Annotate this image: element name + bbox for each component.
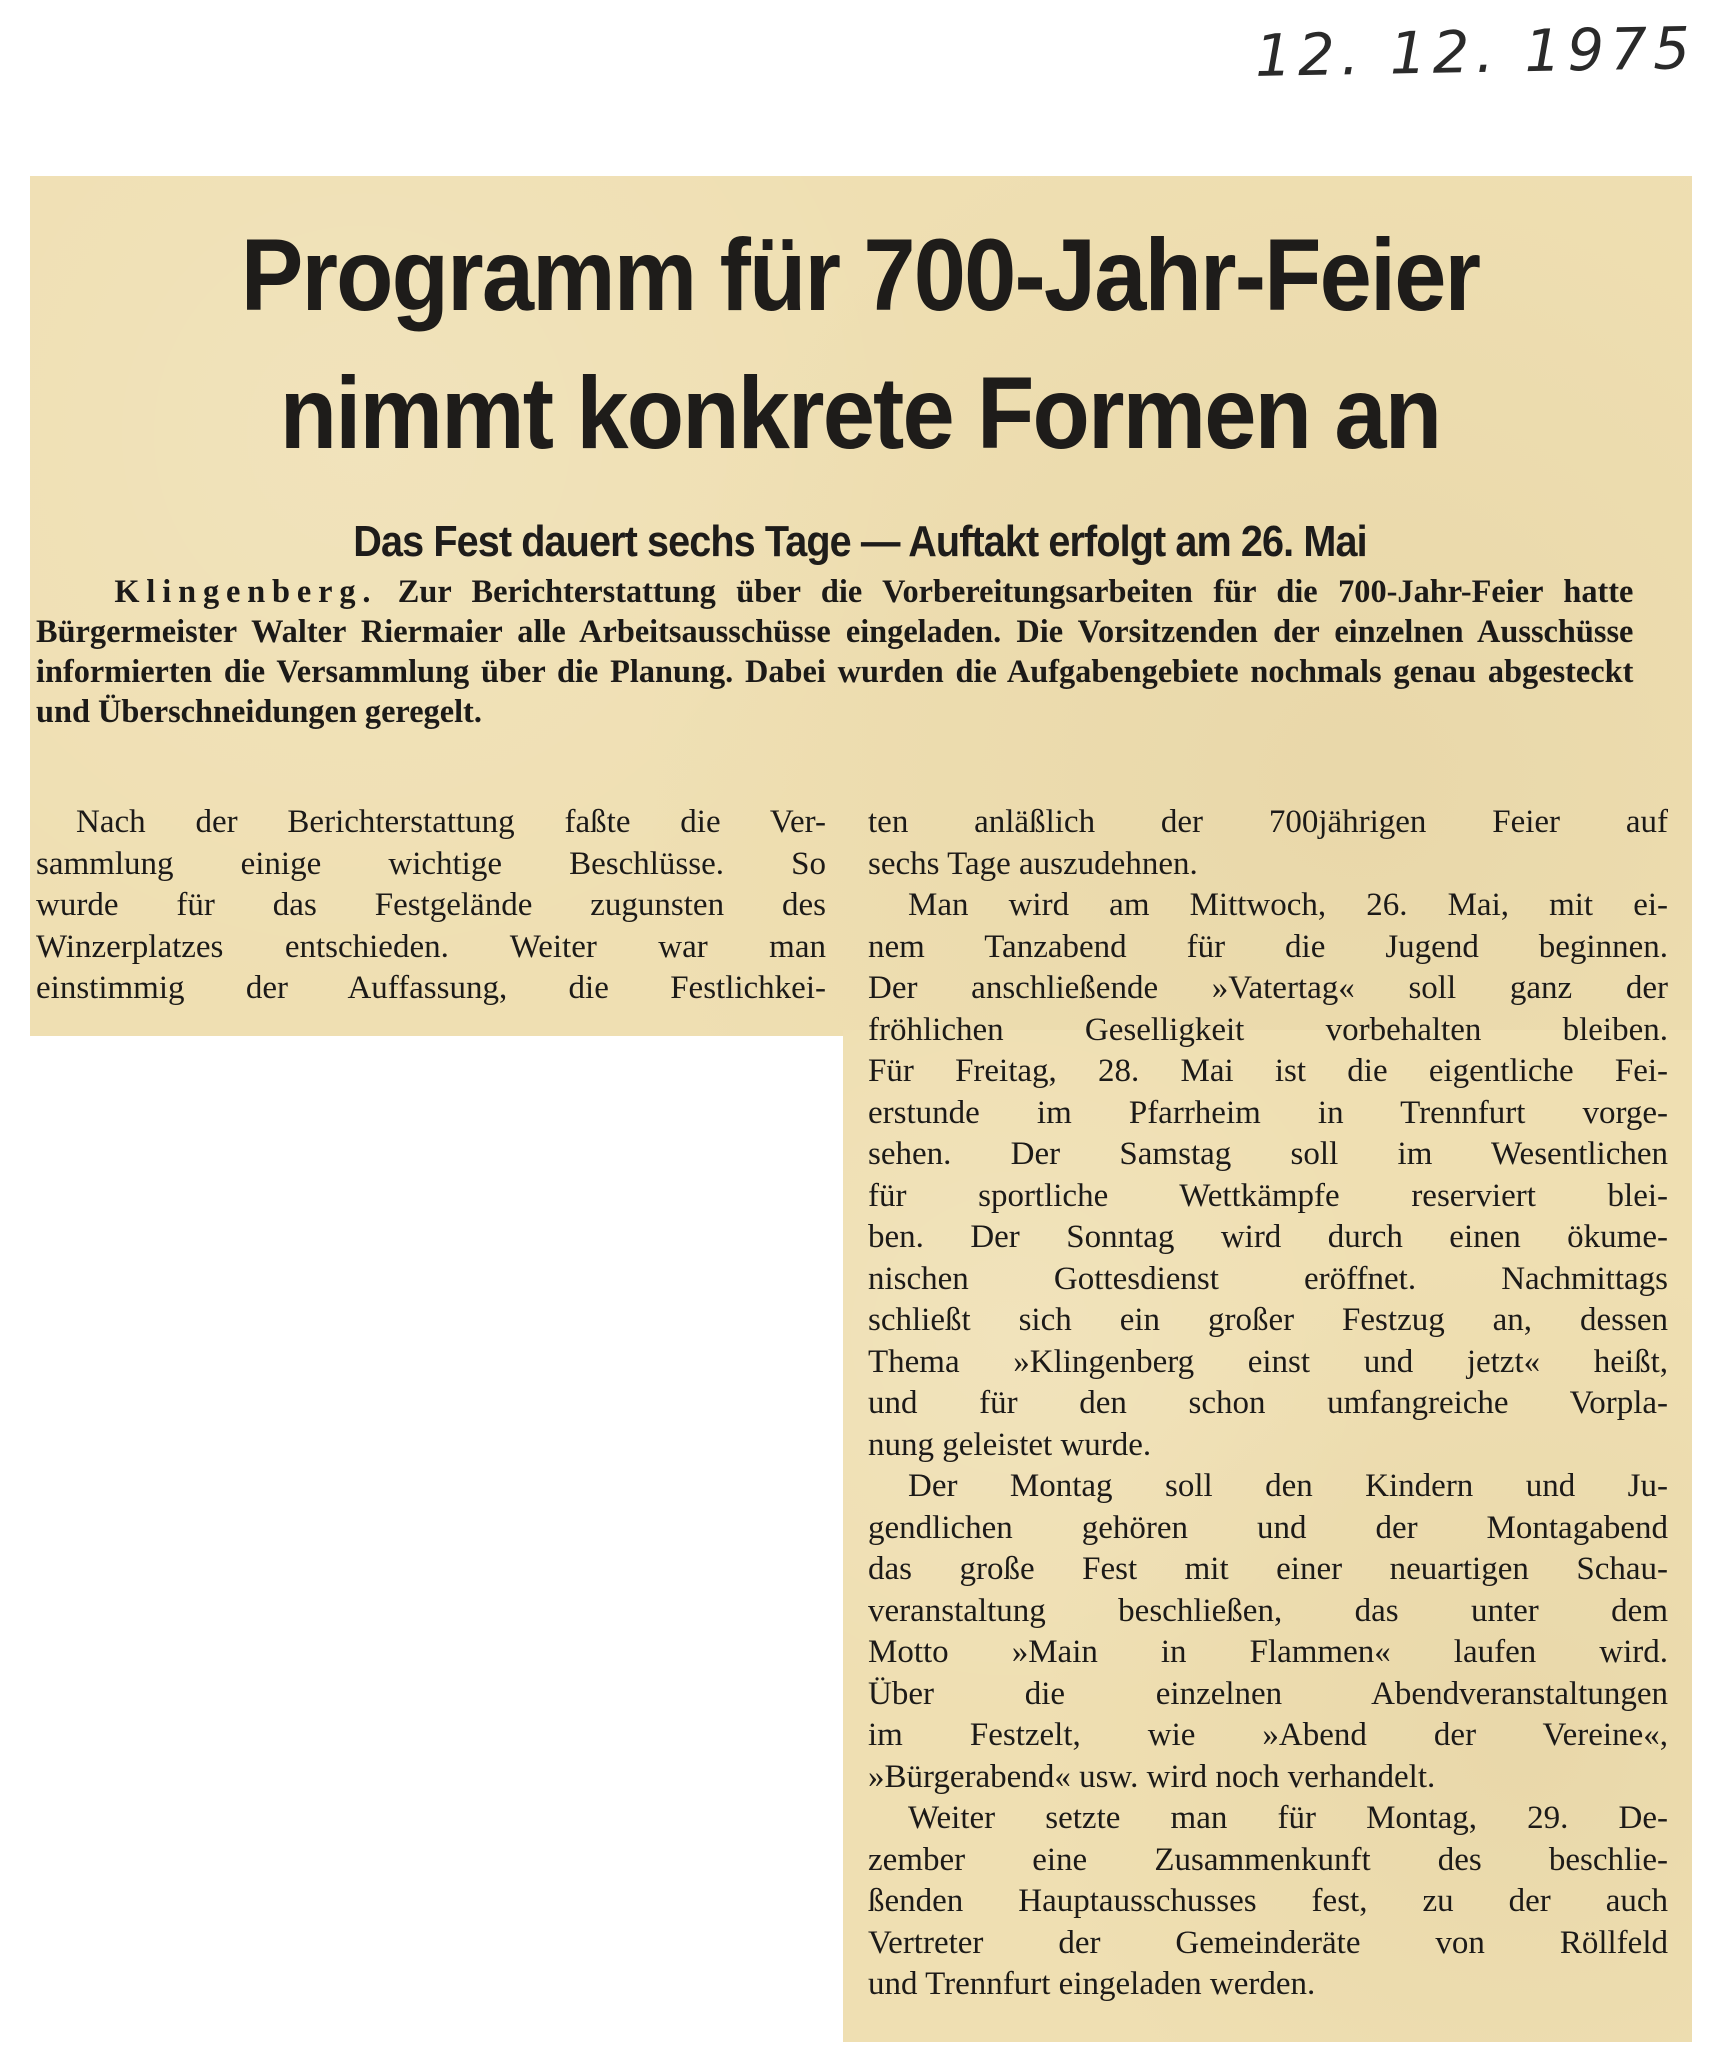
body-line: veranstaltung beschließen, das unter dem: [868, 1592, 1668, 1629]
body-line: sammlung einige wichtige Beschlüsse. So: [36, 845, 826, 882]
left-column: [36, 802, 826, 1010]
body-line: einstimmig der Auffassung, die Festlichkei-: [36, 970, 826, 1006]
body-line: ßenden Hauptausschusses fest, zu der auch: [868, 1883, 1668, 1919]
body-line: für sportliche Wettkämpfe reserviert blei-: [868, 1177, 1668, 1214]
body-line: Motto »Main in Flammen« laufen wird.: [868, 1634, 1668, 1670]
body-line: schließt sich ein großer Festzug an, dessen: [868, 1302, 1668, 1338]
body-line: zember eine Zusammenkunft des beschlie-: [868, 1841, 1668, 1878]
body-line: fröhlichen Geselligkeit vorbehalten bleiben.: [868, 1011, 1668, 1048]
body-line: »Bürgerabend« usw. wird noch verhandelt.: [868, 1758, 1436, 1795]
headline-line-1: Programm für 700-Jahr-Feier: [240, 218, 1480, 332]
body-line: sehen. Der Samstag soll im Wesentlichen: [868, 1136, 1668, 1172]
body-line: Nach der Berichterstattung faßte die Ver-: [76, 804, 826, 840]
body-line: Über die einzelnen Abendveranstaltungen: [868, 1675, 1668, 1712]
subheadline: Das Fest dauert sechs Tage — Auftakt erfolgt am 26. Mai: [353, 516, 1367, 566]
body-line: Für Freitag, 28. Mai ist die eigentliche Fei-: [868, 1053, 1668, 1089]
body-line: Vertreter der Gemeinderäte von Röllfeld: [868, 1924, 1668, 1961]
body-line: Thema »Klingenberg einst und jetzt« heißt,: [868, 1343, 1668, 1380]
body-line: und für den schon umfangreiche Vorpla-: [868, 1385, 1668, 1421]
handwritten-date: 12. 12. 1975: [1254, 14, 1697, 90]
body-line: ten anläßlich der 700jährigen Feier auf: [868, 804, 1668, 840]
body-line: gendlichen gehören und der Montagabend: [868, 1509, 1668, 1546]
headline-line-2: nimmt konkrete Formen an: [279, 356, 1441, 470]
body-line: nischen Gottesdienst eröffnet. Nachmittags: [868, 1260, 1668, 1297]
body-line: ben. Der Sonntag wird durch einen ökume-: [868, 1219, 1668, 1255]
body-line: erstunde im Pfarrheim in Trennfurt vorge-: [868, 1094, 1668, 1131]
lead-paragraph: [36, 572, 1633, 732]
body-line: Winzerplatzes entschieden. Weiter war man: [36, 928, 826, 965]
body-line: Der Montag soll den Kindern und Ju-: [908, 1468, 1668, 1504]
right-column: [868, 802, 1668, 2006]
body-line: und Trennfurt eingeladen werden.: [868, 1966, 1316, 2002]
dateline: Klingenberg.: [114, 574, 378, 610]
body-line: wurde für das Festgelände zugunsten des: [36, 887, 826, 923]
body-line: nung geleistet wurde.: [868, 1426, 1152, 1463]
lead-text: Zur Berichterstattung über die Vorbereitungsarbeiten für die 700-Jahr-Feier hatte Bürgermeister Walter Riermaier alle Arbeitsausschüsse eingeladen. Die Vorsitzenden der einzelnen Ausschüsse informierten die Versammlung über die Planung. Dabei wurden die Aufgabengebiete nochmals genau abgesteckt und Überschneidungen geregelt.: [36, 574, 1634, 730]
body-line: Der anschließende »Vatertag« soll ganz der: [868, 970, 1668, 1006]
body-line: sechs Tage auszudehnen.: [868, 845, 1198, 882]
body-line: das große Fest mit einer neuartigen Schau-: [868, 1551, 1668, 1587]
body-line: Weiter setzte man für Montag, 29. De-: [908, 1800, 1668, 1836]
body-line: Man wird am Mittwoch, 26. Mai, mit ei-: [908, 887, 1668, 923]
body-line: im Festzelt, wie »Abend der Vereine«,: [868, 1717, 1668, 1753]
body-line: nem Tanzabend für die Jugend beginnen.: [868, 928, 1668, 965]
